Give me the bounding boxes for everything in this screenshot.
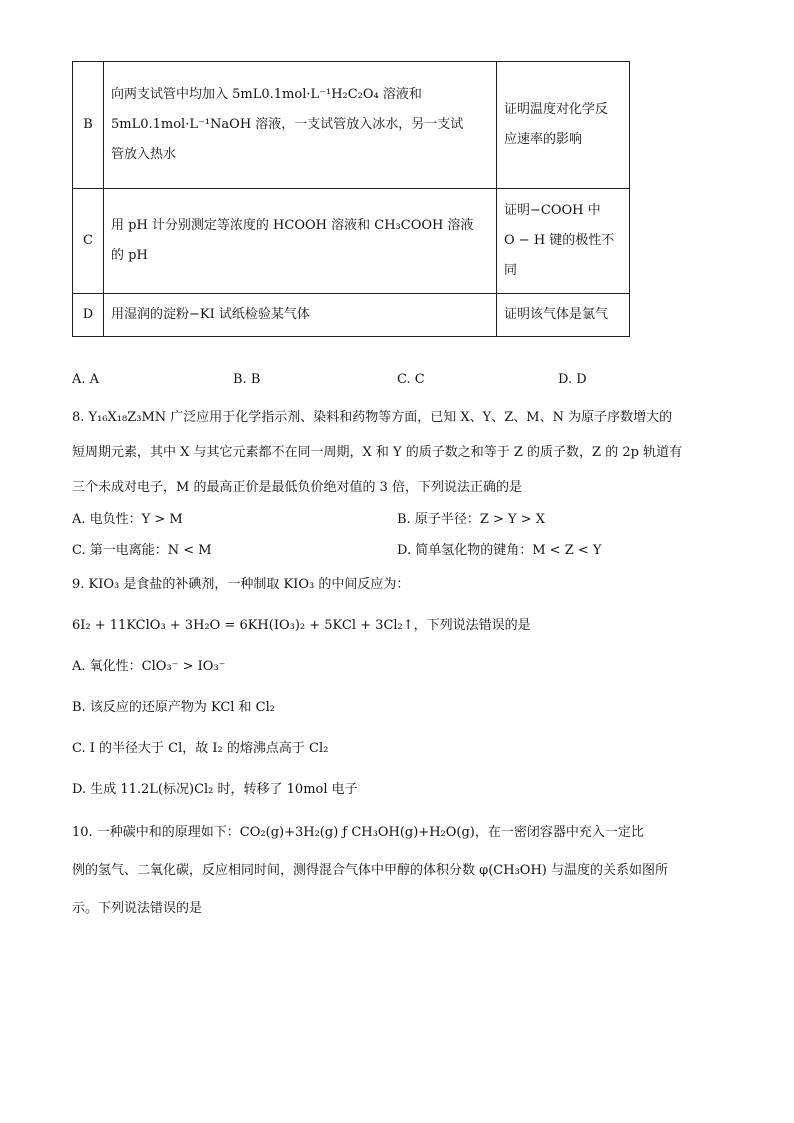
table-row — [73, 189, 630, 294]
row-purpose — [497, 189, 630, 294]
experiment-table — [72, 61, 630, 337]
row-procedure — [104, 189, 497, 294]
purpose-line: 应速率的影响 — [504, 132, 583, 147]
option-c: C. I 的半径大于 Cl，故 I₂ 的熔沸点高于 Cl₂ — [72, 741, 329, 756]
option-a: A. 氧化性：ClO₃⁻ > IO₃⁻ — [72, 659, 226, 674]
stem-line: 示。下列说法错误的是 — [72, 901, 203, 916]
purpose-line: 证明−COOH 中 — [504, 203, 601, 218]
purpose-line: 同 — [504, 263, 518, 278]
purpose-line: 证明温度对化学反 — [504, 102, 609, 117]
row-label: C — [73, 189, 104, 294]
q8-options-row-2 — [72, 539, 722, 559]
stem-line: 例的氢气、二氧化碳，反应相同时间，测得混合气体中甲醇的体积分数 φ(CH₃OH) 与温度的关系如图所 — [72, 863, 669, 878]
option-b: B. 原子半径：Z > Y > X — [397, 512, 546, 527]
option-c: C. 第一电离能：N < M — [72, 543, 212, 558]
question-9 — [72, 575, 722, 821]
option-a: A. 电负性：Y > M — [72, 512, 183, 527]
option-b: B. 该反应的还原产物为 KCl 和 Cl₂ — [72, 700, 275, 715]
procedure-line: 用湿润的淀粉−KI 试纸检验某气体 — [111, 307, 310, 322]
procedure-line: 向两支试管中均加入 5mL0.1mol·L⁻¹H₂C₂O₄ 溶液和 — [111, 87, 422, 102]
table-row — [73, 62, 630, 189]
row-purpose — [497, 294, 630, 337]
option-d: D. 生成 11.2L(标况)Cl₂ 时，转移了 10mol 电子 — [72, 782, 358, 797]
purpose-line: 证明该气体是氯气 — [504, 307, 609, 322]
procedure-line: 用 pH 计分别测定等浓度的 HCOOH 溶液和 CH₃COOH 溶液 — [111, 218, 474, 233]
question-8-stem — [72, 408, 722, 513]
table-row — [73, 294, 630, 337]
q7-choices — [72, 372, 732, 392]
equation-line: 6I₂ + 11KClO₃ + 3H₂O = 6KH(IO₃)₂ + 5KCl + 3Cl₂↑，下列说法错误的是 — [72, 618, 531, 633]
stem-line: 短周期元素，其中 X 与其它元素都不在同一周期，X 和 Y 的质子数之和等于 Z 的质子数，Z 的 2p 轨道有 — [72, 445, 683, 460]
procedure-line: 5mL0.1mol·L⁻¹NaOH 溶液，一支试管放入冰水，另一支试 — [111, 117, 464, 132]
choice-d: D. D — [558, 372, 587, 387]
row-procedure — [104, 294, 497, 337]
row-procedure — [104, 62, 497, 189]
row-purpose — [497, 62, 630, 189]
choice-b: B. B — [233, 372, 261, 387]
row-label: D — [73, 294, 104, 337]
stem-line: 8. Y₁₆X₁₈Z₃MN 广泛应用于化学指示剂、染料和药物等方面，已知 X、Y、Z、M、N 为原子序数增大的 — [72, 410, 673, 425]
choice-c: C. C — [397, 372, 425, 387]
stem-line: 10. 一种碳中和的原理如下：CO₂(g)+3H₂(g) ƒ CH₃OH(g)+H₂O(g)，在一密闭容器中充入一定比 — [72, 825, 644, 840]
choice-a: A. A — [72, 372, 100, 387]
option-d: D. 简单氢化物的键角：M < Z < Y — [397, 543, 602, 558]
question-10-stem — [72, 823, 722, 937]
stem-line: 9. KIO₃ 是食盐的补碘剂，一种制取 KIO₃ 的中间反应为： — [72, 577, 410, 592]
q8-options-row-1 — [72, 508, 722, 528]
procedure-line: 的 pH — [111, 248, 148, 263]
purpose-line: O − H 键的极性不 — [504, 233, 615, 248]
row-label: B — [73, 62, 104, 189]
procedure-line: 管放入热水 — [111, 147, 177, 162]
stem-line: 三个未成对电子，M 的最高正价是最低负价绝对值的 3 倍，下列说法正确的是 — [72, 480, 522, 495]
